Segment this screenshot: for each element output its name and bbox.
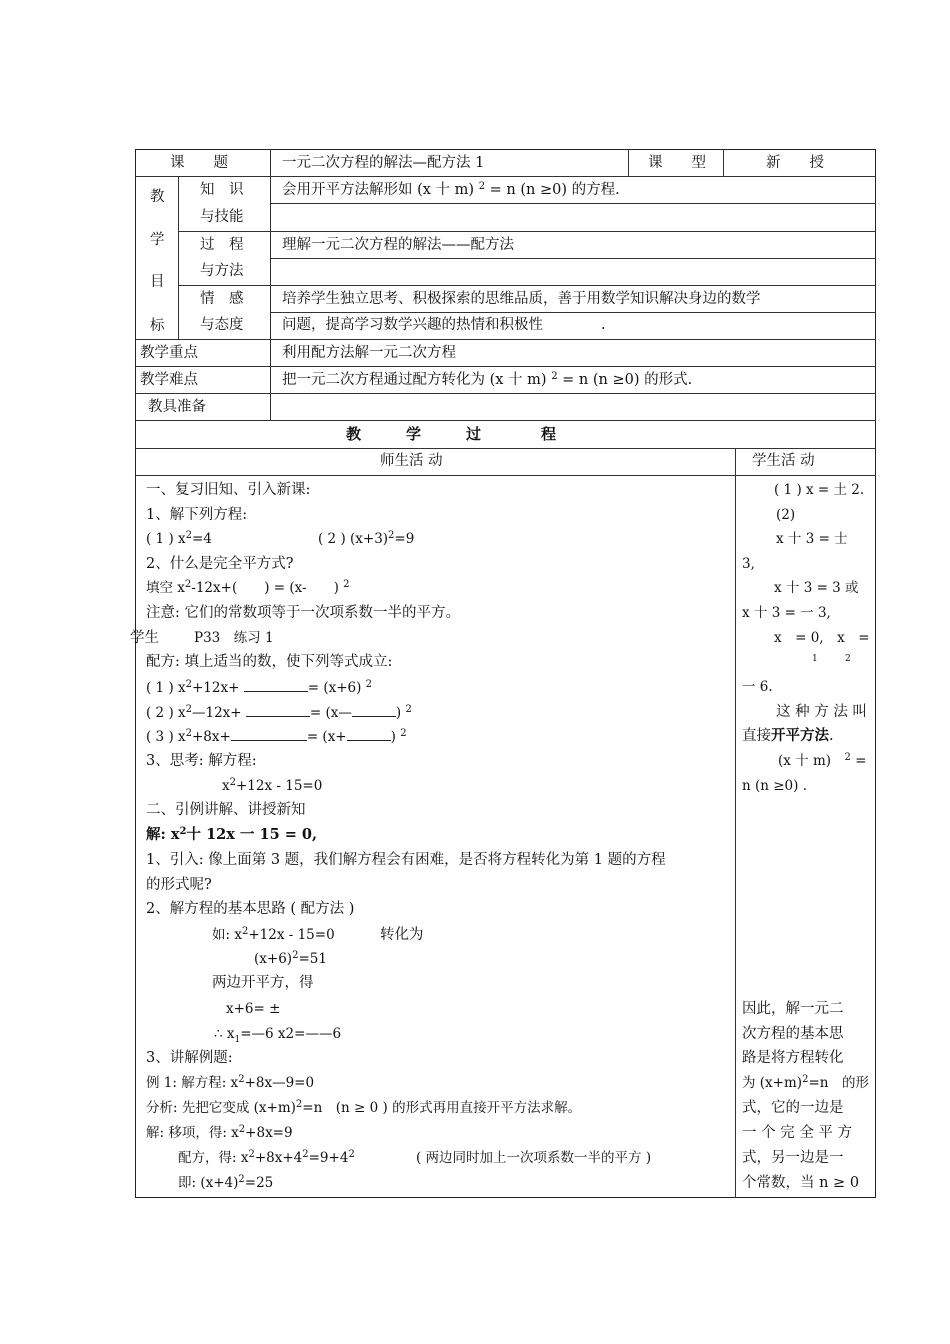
line-note: 注意: 它们的常数项等于一次项系数一半的平方。 xyxy=(146,605,460,621)
attitude-text-line-1: 培养学生独立思考、积极探索的思维品质，善于用数学知识解决身边的数学 xyxy=(282,291,761,307)
type-value: 新 授 xyxy=(766,155,824,171)
solution-step-1: 解: 移项，得: $x^2+8x=9$ xyxy=(146,1124,293,1141)
row-divider xyxy=(178,231,876,232)
row-divider xyxy=(135,393,876,394)
line-take-root: 两边开平方，得 xyxy=(212,975,314,991)
student-line: 式，它的一边是 xyxy=(742,1100,844,1116)
student-line: 一 个 完 全 平 方 xyxy=(742,1125,853,1141)
student-subscript: 2 xyxy=(845,654,851,664)
row-divider xyxy=(178,285,876,286)
student-line: 3, xyxy=(742,556,755,572)
student-line: x 十 3 = 一 3, xyxy=(742,605,831,621)
attitude-label-2: 与态度 xyxy=(200,317,244,333)
student-line: x 十 3 = 3 或 xyxy=(774,580,859,596)
teacher-column-header: 师生活 动 xyxy=(380,453,443,469)
student-line: (x 十 m) $^2$ = xyxy=(778,752,867,769)
difficult-point-label: 教学难点 xyxy=(140,372,198,388)
student-line: x 十 3 = 士 xyxy=(776,531,848,547)
process-label-2: 与方法 xyxy=(200,263,244,279)
line-exercise-ref: P33 练习 1 xyxy=(194,630,274,646)
student-line: x = 0, x = xyxy=(774,630,870,646)
solution-step-3: 即: $(x+4)^2=25$ xyxy=(178,1174,274,1191)
student-line: 个常数，当 n ≥ 0 xyxy=(742,1175,860,1191)
line-fill-blank: 填空 $x^2-12x+$( ) = (x- ) $^2$ xyxy=(146,579,350,596)
row-divider xyxy=(270,203,876,204)
student-line: 式，另一边是一 xyxy=(742,1150,844,1166)
line-perfect-square: 2、什么是完全平方式? xyxy=(146,556,294,572)
example-transform-label: 转化为 xyxy=(380,927,424,943)
row-divider xyxy=(135,339,876,340)
knowledge-label-1: 知 识 xyxy=(200,182,244,198)
prep-label: 教具准备 xyxy=(148,399,206,415)
example-1: 例 1: 解方程: $x^2+8x—9=0$ xyxy=(146,1074,315,1091)
equation-pair: ( 1 ) $x^2=4$ xyxy=(146,530,212,547)
solution-step-2-note: ( 两边同时加上一次项系数一半的平方 ) xyxy=(416,1150,652,1166)
knowledge-label-2: 与技能 xyxy=(200,209,244,225)
fill-eq-3: ( 3 ) $x^2+8x+ = (x+$ ) $^2$ xyxy=(146,728,407,745)
line-intro-1: 1、引入: 像上面第 3 题，我们解方程会有困难，是否将方程转化为第 1 题的方程 xyxy=(146,852,666,868)
equation-pair-2: ( 2 ) $(x+3)^2=9$ xyxy=(318,530,415,547)
student-line: 一 6. xyxy=(742,679,773,695)
student-line: 直接开平方法. xyxy=(742,727,834,744)
student-line: 这 种 方 法 叫 xyxy=(776,704,867,720)
section-review: 一、复习旧知、引入新课: xyxy=(146,482,311,498)
objectives-label-3: 目 xyxy=(150,274,165,290)
attitude-text-line-2: 问题，提高学习数学兴趣的热情和积极性 . xyxy=(282,317,606,333)
process-label-1: 过 程 xyxy=(200,237,244,253)
fill-eq-1: ( 1 ) $x^2+12x+ = (x+6)$ $^2$ xyxy=(146,679,373,696)
row-divider xyxy=(135,475,876,476)
student-subscript: 1 xyxy=(812,654,818,664)
line-examples: 3、讲解例题: xyxy=(146,1050,233,1066)
key-point-label: 教学重点 xyxy=(140,345,198,361)
line-basic-idea: 2、解方程的基本思路 ( 配方法 ) xyxy=(146,901,355,917)
line-analysis: 分析: 先把它变成 $(x+m)^2=n$ (n ≥ 0 ) 的形式再用直接开平方法求解。 xyxy=(146,1099,582,1116)
line-student-label: 学生 xyxy=(130,630,159,646)
difficult-point-text: 把一元二次方程通过配方转化为 (x 十 m) $^2$ = n (n ≥0) 的形式. xyxy=(282,371,693,388)
col-divider xyxy=(628,149,629,176)
col-divider xyxy=(178,176,179,339)
row-divider xyxy=(135,420,876,421)
row-divider xyxy=(135,176,876,177)
col-divider xyxy=(735,448,736,1198)
student-column-header: 学生活 动 xyxy=(752,453,815,469)
objectives-label-4: 标 xyxy=(150,318,165,334)
key-point-text: 利用配方法解一元二次方程 xyxy=(282,345,456,361)
row-divider xyxy=(135,366,876,367)
section-new-knowledge: 二、引例讲解、讲授新知 xyxy=(146,802,306,818)
line-intro-2: 的形式呢? xyxy=(146,877,212,893)
student-line: 为 $(x+m)^2=n$ 的形 xyxy=(742,1074,869,1091)
example-transform: 如: $x^2+12x - 15=0$ xyxy=(212,926,335,943)
topic-label: 课 题 xyxy=(170,155,228,171)
student-line: ( 1 ) x = 土 2. xyxy=(774,482,865,498)
row-divider xyxy=(270,258,876,259)
student-line: 次方程的基本思 xyxy=(742,1026,844,1042)
col-divider xyxy=(723,149,724,176)
line-complete-square: 配方: 填上适当的数，使下列等式成立: xyxy=(146,654,393,670)
col-divider xyxy=(270,149,271,420)
student-line: n (n ≥0) . xyxy=(742,778,807,794)
knowledge-text: 会用开平方法解形如 (x 十 m) $^2$ = n (n ≥0) 的方程. xyxy=(282,181,620,198)
student-line: (2) xyxy=(776,507,796,523)
solution-heading: 解: $x^2$十 12x 一 15 = 0, xyxy=(146,826,318,843)
row-divider xyxy=(135,448,876,449)
line-think: 3、思考: 解方程: xyxy=(146,753,257,769)
line-root-result: x+6= ± xyxy=(226,1001,281,1017)
attitude-label-1: 情 感 xyxy=(200,291,244,307)
line-solve-eqs: 1、解下列方程: xyxy=(146,507,248,523)
student-line: 因此，解一元二 xyxy=(742,1001,844,1017)
process-text: 理解一元二次方程的解法——配方法 xyxy=(282,237,514,253)
think-equation: $x^2+12x - 15=0$ xyxy=(222,777,323,794)
line-roots: ∴ $x_1=—6$ x2=——6 xyxy=(214,1026,342,1045)
example-square-form: $(x+6)^2=51$ xyxy=(254,950,327,967)
process-title: 教 学 过 程 xyxy=(346,425,557,443)
objectives-label-1: 教 xyxy=(150,189,165,205)
fill-eq-2: ( 2 ) $x^2—12x+$ = (x— ) $^2$ xyxy=(146,704,412,721)
topic-value: 一元二次方程的解法—配方法 1 xyxy=(282,155,485,171)
type-label: 课 型 xyxy=(648,155,706,171)
row-divider xyxy=(270,312,876,313)
solution-step-2: 配方，得: $x^2+8x+4^2=9+4^2$ xyxy=(178,1149,355,1166)
objectives-label-2: 学 xyxy=(150,232,165,248)
student-line: 路是将方程转化 xyxy=(742,1050,844,1066)
